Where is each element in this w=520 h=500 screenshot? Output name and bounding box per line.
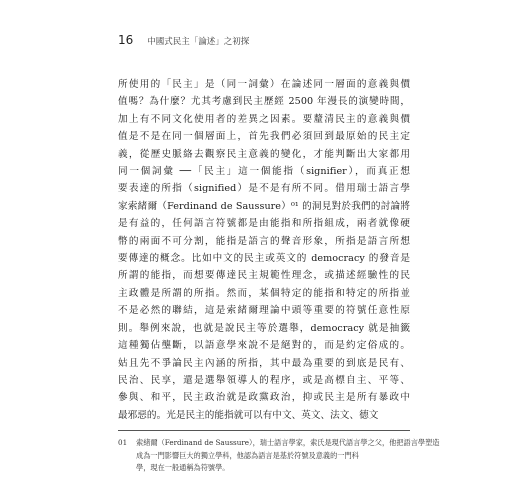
body-line: 這種獨佔壟斷，以語意學來說不是絕對的，而是約定俗成的。	[118, 340, 410, 352]
body-line: 是有益的，任何語言符號都是由能指和所指組成，兩者就像硬	[118, 218, 410, 230]
body-line: 要傳達的概念。比如中文的民主或英文的 democracy 的發音是	[118, 253, 410, 265]
body-line: 值嗎？為什麼？尤其考慮到民主歷經 2500 年漫長的演變時間，	[118, 96, 410, 108]
body-line: 幣的兩面不可分割，能指是語言的聲音形象，所指是語言所想	[118, 235, 410, 247]
page-number: 16	[118, 33, 134, 47]
page-header	[118, 33, 249, 47]
footnote-text	[136, 437, 440, 475]
body-line: 不是必然的聯結，這是索緒爾理論中頭等重要的符號任意性原	[118, 305, 410, 317]
body-line: 家索緒爾（Ferdinand de Saussure）⁰¹ 的洞見對於我們的討論將	[118, 200, 410, 212]
body-line: 姑且先不爭論民主內涵的所指，其中最為重要的到底是民有、	[118, 357, 410, 369]
body-line: 民治、民享，還是選舉領導人的程序，或是高標自主、平等、	[118, 374, 410, 386]
footnote-line: 索緒爾（Ferdinand de Saussure），瑞士語言學家，索氏是現代語言學之父，他把語言學塑造	[136, 438, 440, 447]
body-line: 參與、和平，民主政治就是政黨政治，抑或民主是所有暴政中	[118, 392, 410, 404]
footnote	[118, 437, 440, 475]
body-line: 所謂的能指，而想要傳達民主規範性理念，或描述經驗性的民	[118, 270, 410, 282]
body-line: 主政體是所謂的所指。然而，某個特定的能指和特定的所指並	[118, 287, 410, 299]
footnote-line: 學，現在一般通稱為符號學。	[136, 463, 230, 472]
footnote-line: 成為一門影響巨大的獨立學科，他認為語言是基於符號及意義的一門科	[136, 450, 359, 460]
body-line: 則。舉例來說，也就是說民主等於選舉，democracy 就是抽籤	[118, 322, 410, 334]
body-text	[118, 76, 410, 424]
body-line: 要表達的所指（signified）是不是有所不同。借用瑞士語言學	[118, 183, 410, 195]
body-line: 加上有不同文化使用者的差異之因素。要釐清民主的意義與價	[118, 113, 410, 125]
footnote-divider	[118, 430, 410, 431]
body-line: 值是不是在同一個層面上，首先我們必須回到最原始的民主定	[118, 131, 410, 143]
running-title: 中國式民主「論述」之初探	[147, 37, 250, 47]
body-line: 同一個詞彙 ──「民主」這一個能指（signifier），而真正想	[118, 166, 410, 178]
body-line: 義，從歷史脈絡去觀察民主意義的變化，才能判斷出大家都用	[118, 148, 410, 160]
footnote-number: 01	[118, 438, 128, 447]
body-line: 所使用的「民主」是（同一詞彙）在論述同一層面的意義與價	[118, 79, 410, 90]
body-line: 最邪惡的。光是民主的能指就可以有中文、英文、法文、德文	[118, 409, 379, 421]
